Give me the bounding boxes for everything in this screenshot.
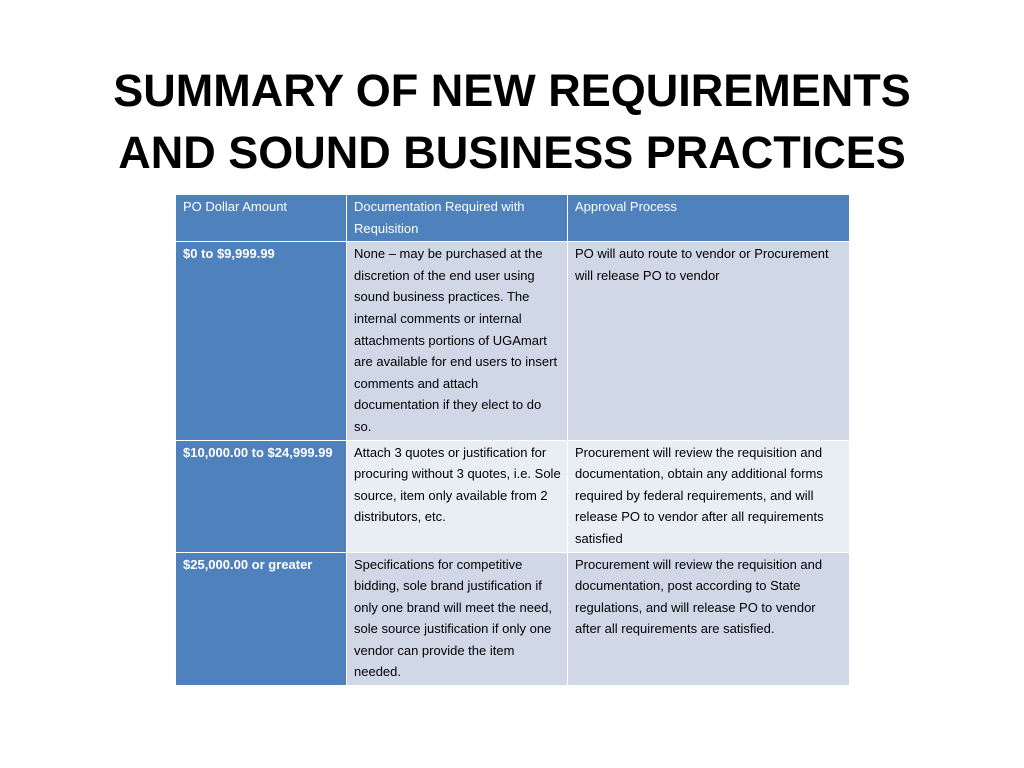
table-header bbox=[176, 195, 850, 242]
slide-title-line-1: SUMMARY OF NEW REQUIREMENTS bbox=[113, 65, 911, 117]
slide-title-line-2: AND SOUND BUSINESS PRACTICES bbox=[118, 127, 906, 179]
table-row bbox=[176, 242, 850, 440]
approval-cell: Procurement will review the requisition and documentation, obtain any additional forms required by federal requirements, and will release PO to vendor after all requirements satisfied bbox=[568, 440, 850, 552]
po-amount-cell: $10,000.00 to $24,999.99 bbox=[176, 440, 347, 552]
documentation-cell: Specifications for competitive bidding, sole brand justification if only one brand will meet the need, sole source justification if only one vendor can provide the item needed. bbox=[347, 552, 568, 686]
table-row bbox=[176, 552, 850, 686]
po-amount-cell: $0 to $9,999.99 bbox=[176, 242, 347, 440]
documentation-cell: Attach 3 quotes or justification for procuring without 3 quotes, i.e. Sole source, item only available from 2 distributors, etc. bbox=[347, 440, 568, 552]
approval-cell: PO will auto route to vendor or Procurement will release PO to vendor bbox=[568, 242, 850, 440]
table-body bbox=[176, 242, 850, 686]
po-amount-cell: $25,000.00 or greater bbox=[176, 552, 347, 686]
slide-title bbox=[0, 60, 1024, 184]
column-header-approval-process: Approval Process bbox=[568, 195, 850, 242]
column-header-documentation-required: Documentation Required with Requisition bbox=[347, 195, 568, 242]
column-header-po-dollar-amount: PO Dollar Amount bbox=[176, 195, 347, 242]
requirements-table bbox=[175, 194, 850, 686]
table-row bbox=[176, 440, 850, 552]
documentation-cell: None – may be purchased at the discretion of the end user using sound business practices. The internal comments or internal attachments portions of UGAmart are available for end users to insert comments and attach documentation if they elect to do so. bbox=[347, 242, 568, 440]
approval-cell: Procurement will review the requisition and documentation, post according to State regulations, and will release PO to vendor after all requirements are satisfied. bbox=[568, 552, 850, 686]
table-header-row bbox=[176, 195, 850, 242]
